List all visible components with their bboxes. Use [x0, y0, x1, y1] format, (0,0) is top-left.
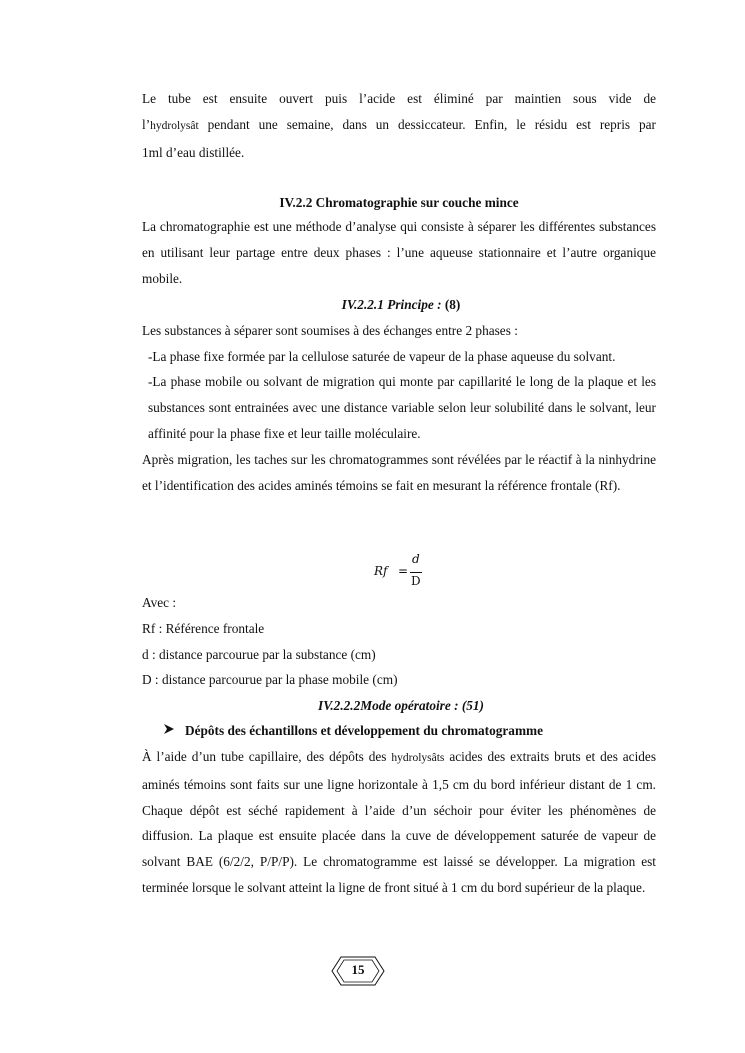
heading-mode: IV.2.2.2Mode opératoire : (51) [318, 698, 484, 713]
heading-principe: IV.2.2.1 Principe : (8) [341, 297, 461, 312]
mode-paragraph: À l’aide d’un tube capillaire, des dépôts des hydrolysâts acides des extraits bruts et des acides aminés témoins sont faits sur une ligne horizontale à 1,5 cm du bord inférieur distant de 1 cm. Chaque dépôt est séché rapidement à l’aide d’un séchoir pour éviter les phénomènes de diffusion. La plaque est ensuite placée dans la cuve de développement saturée de vapeur de solvant BAE (6/2/2, P/P/P). Le chromatogramme est laissé se développer. La migration est terminée lorsque le solvant atteint la ligne de front situé à 1 cm du bord supérieur de la plaque. [142, 749, 656, 895]
hydrolysats-word: hydrolysâts [391, 752, 445, 764]
page-number-badge [331, 956, 385, 986]
bullet-heading [163, 718, 643, 744]
formula-equals: = [398, 564, 409, 578]
section-mode-heading-wrap [142, 693, 656, 719]
principe-p1: Les substances à séparer sont soumises à des échanges entre 2 phases : [142, 322, 518, 338]
intro-line-1: Le tube est ensuite ouvert puis l’acide est éliminé par maintien sous vide de [142, 91, 656, 106]
intro-line-3: 1ml d’eau distillée. [142, 144, 245, 160]
heading-ccm: IV.2.2 Chromatographie sur couche mince [279, 195, 519, 210]
principe-ref: (8) [444, 297, 461, 312]
bullet-heading-text: Dépôts des échantillons et développement du chromatogramme [185, 723, 544, 738]
def-rf: Rf : Référence frontale [142, 620, 265, 636]
intro-line-2: l’hydrolysât pendant une semaine, dans un dessiccateur. Enfin, le résidu est repris par [142, 116, 656, 132]
ccm-paragraph: La chromatographie est une méthode d’analyse qui consiste à séparer les différentes substances en utilisant leur partage entre deux phases : l’une aqueuse stationnaire et l’autre organique mobile. [142, 219, 656, 286]
def-D: D : distance parcourue par la phase mobile (cm) [142, 672, 398, 688]
hydrolysat-word: hydrolysât [150, 119, 199, 132]
mode-paragraph-wrap [142, 744, 656, 901]
principe-p3: -La phase mobile ou solvant de migration qui monte par capillarité le long de la plaque et les substances sont entrainées avec une distance variable selon leur solubilité dans le solvant, leur affinité pour la phase fixe et leur taille moléculaire. [148, 374, 656, 441]
intro-paragraph [142, 86, 656, 165]
formula-lhs: Rf [374, 564, 388, 578]
rf-formula [374, 552, 454, 592]
def-d: d : distance parcourue par la substance (cm) [142, 646, 376, 662]
principe-p2: -La phase fixe formée par la cellulose saturée de vapeur de la phase aqueuse du solvant. [148, 348, 616, 364]
formula-fraction-bar [410, 572, 422, 573]
section-ccm [142, 193, 656, 291]
page-number: 15 [351, 962, 365, 977]
section-principe [142, 292, 656, 498]
principe-p4: Après migration, les taches sur les chromatogrammes sont révélées par le réactif à la ninhydrine et l’identification des acides aminés témoins se fait en mesurant la référence frontale (Rf). [142, 451, 656, 493]
arrow-bullet-icon [163, 718, 185, 744]
formula-numerator: d [412, 552, 420, 566]
formula-denominator: D [411, 574, 421, 588]
definitions [142, 590, 656, 693]
def-avec: Avec : [142, 595, 177, 610]
